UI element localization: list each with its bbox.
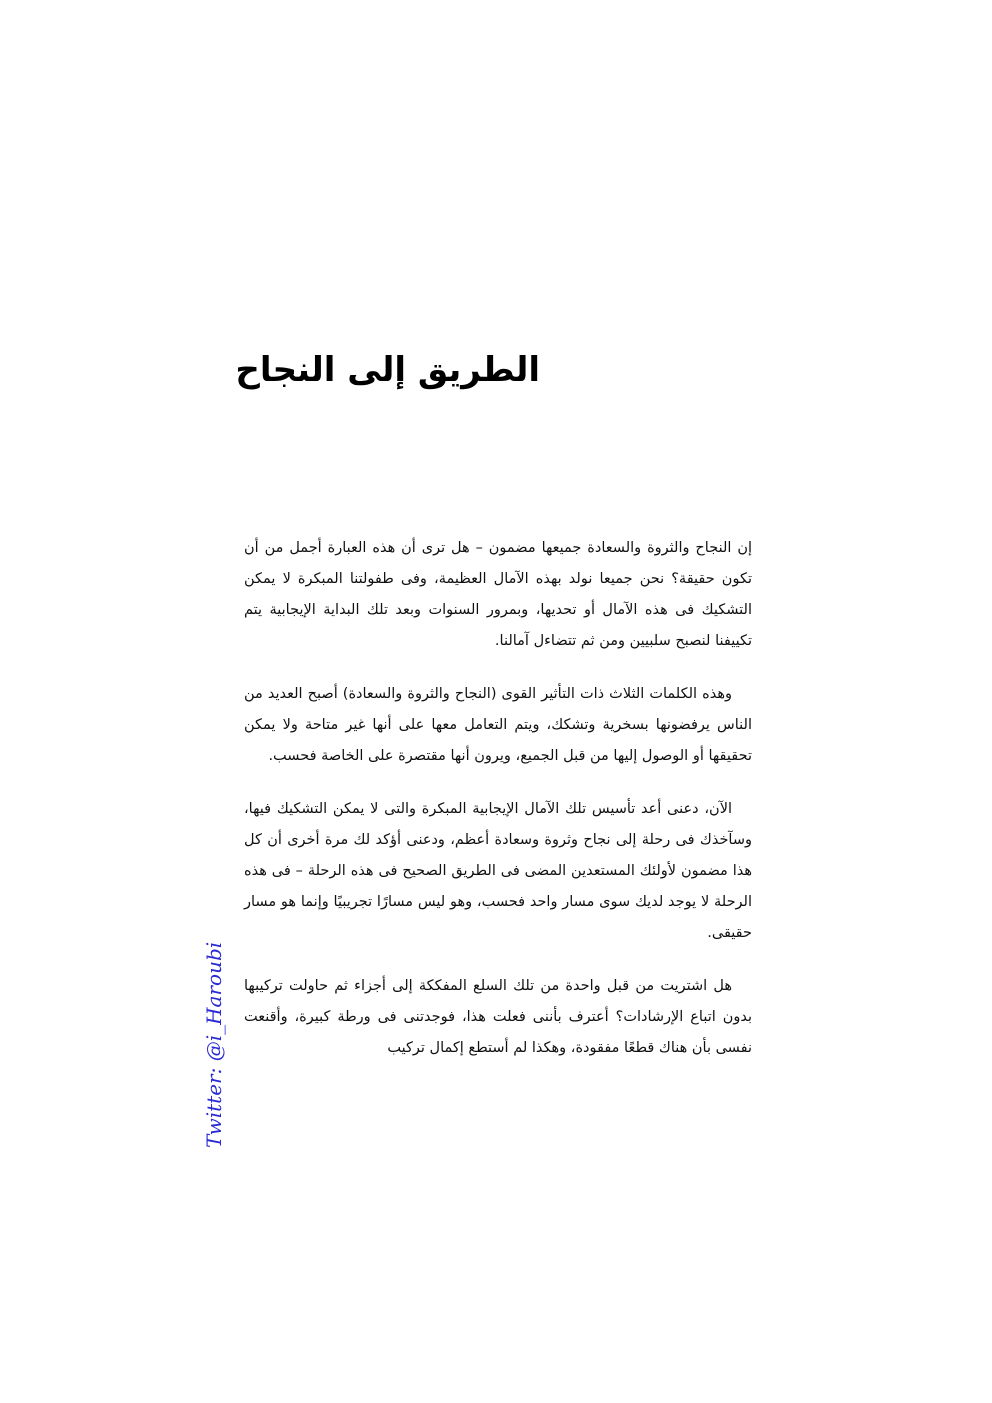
paragraph-4: هل اشتريت من قبل واحدة من تلك السلع المفككة إلى أجزاء ثم حاولت تركيبها بدون اتباع الإرشادات؟ أعترف بأننى فعلت هذا، فوجدتنى فى ورطة كبيرة، وأقنعت نفسى بأن هناك قطعًا مفقودة، وهكذا لم أستطع إكمال تركيب <box>244 978 752 1056</box>
chapter-body <box>244 533 752 1086</box>
paragraph-2: وهذه الكلمات الثلاث ذات التأثير القوى (النجاح والثروة والسعادة) أصبح العديد من الناس يرفضونها بسخرية وتشكك، ويتم التعامل معها على أنها غير متاحة ولا يمكن تحقيقها أو الوصول إليها من قبل الجميع، ويرون أنها مقتصرة على الخاصة فحسب. <box>244 686 752 764</box>
chapter-title: الطريق إلى النجاح <box>235 350 540 390</box>
twitter-watermark: Twitter: @i_Haroubi <box>202 941 226 1148</box>
paragraph-3: الآن، دعنى أعد تأسيس تلك الآمال الإيجابية المبكرة والتى لا يمكن التشكيك فيها، وسآخذك فى رحلة إلى نجاح وثروة وسعادة أعظم، ودعنى أؤكد لك مرة أخرى أن كل هذا مضمون لأولئك المستعدين المضى فى الطريق الصحيح فى هذه الرحلة – فى هذه الرحلة لا يوجد لديك سوى مسار واحد فحسب، وهو ليس مسارًا تجريبيًا وإنما هو مسار حقيقى. <box>244 801 752 941</box>
paragraph-1: إن النجاح والثروة والسعادة جميعها مضمون – هل ترى أن هذه العبارة أجمل من أن تكون حقيقة؟ نحن جميعا نولد بهذه الآمال العظيمة، وفى طفولتنا المبكرة لا يمكن التشكيك فى هذه الآمال أو تحديها، وبمرور السنوات وبعد تلك البداية الإيجابية يتم تكييفنا لنصبح سلبيين ومن ثم تتضاءل آمالنا. <box>244 540 752 649</box>
